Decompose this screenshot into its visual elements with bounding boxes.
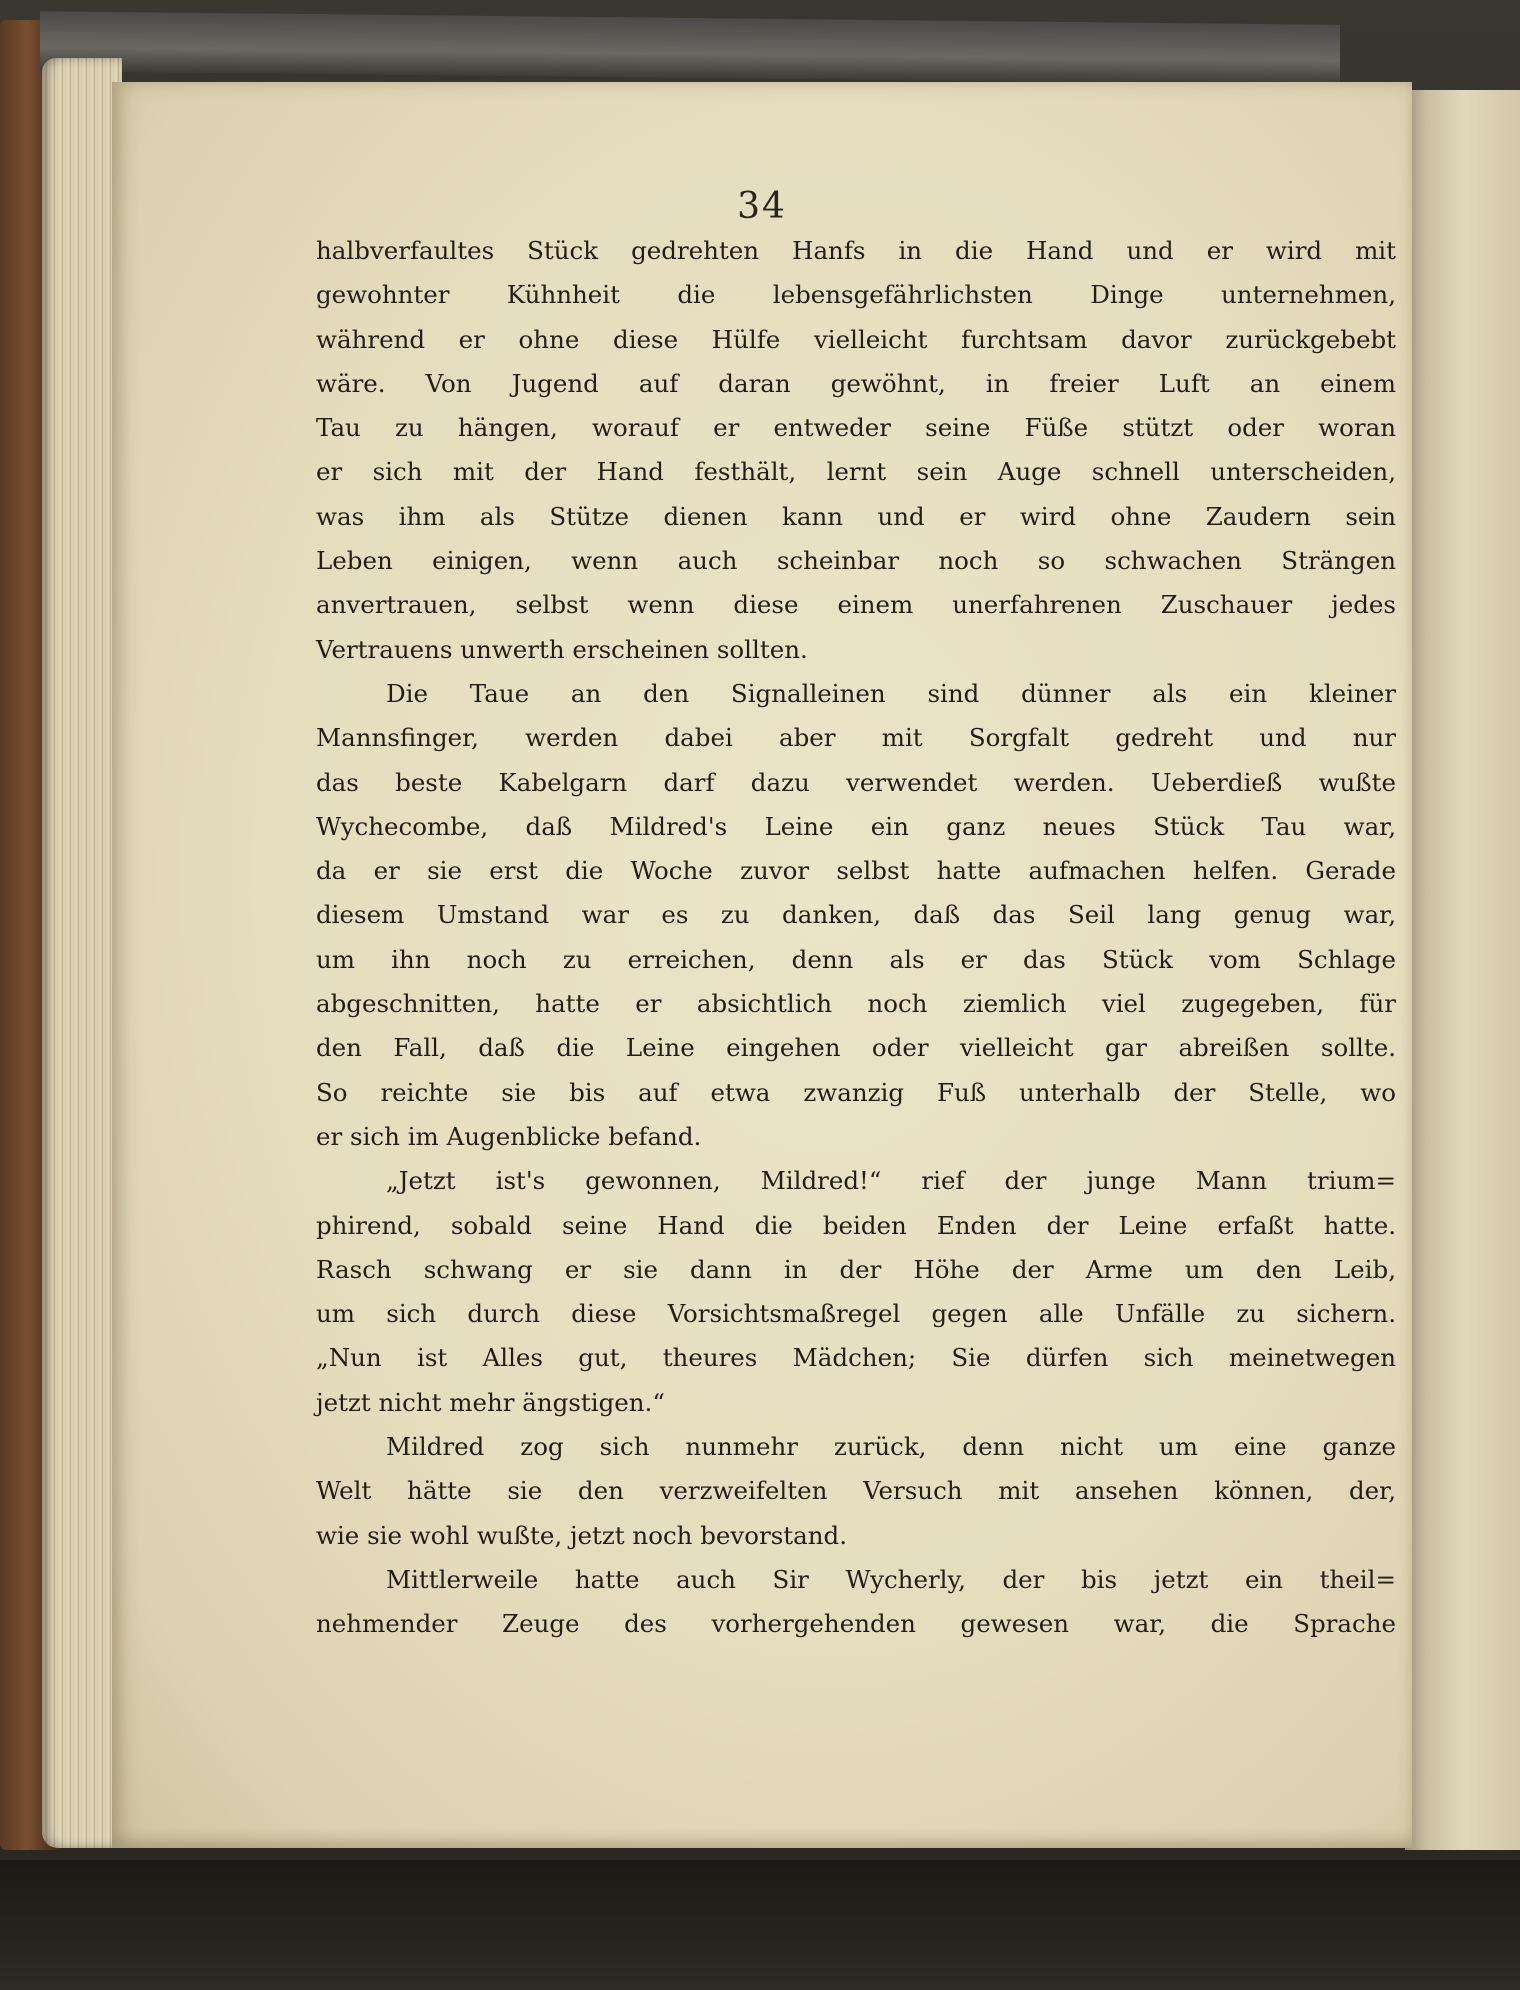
text-line: So reichte sie bis auf etwa zwanzig Fuß unterhalb der Stelle, wo xyxy=(316,1077,1396,1107)
text-line: „Jetzt ist's gewonnen, Mildred!“ rief der junge Mann trium= xyxy=(386,1166,1396,1196)
text-line: nehmender Zeuge des vorhergehenden gewesen war, die Sprache xyxy=(316,1609,1396,1639)
text-line: das beste Kabelgarn darf dazu verwendet werden. Ueberdieß wußte xyxy=(316,767,1396,797)
text-line: phirend, sobald seine Hand die beiden Enden der Leine erfaßt hatte. xyxy=(316,1210,1396,1240)
text-line: Mittlerweile hatte auch Sir Wycherly, der bis jetzt ein theil= xyxy=(386,1564,1396,1594)
text-line: wäre. Von Jugend auf daran gewöhnt, in freier Luft an einem xyxy=(316,368,1396,398)
text-line: anvertrauen, selbst wenn diese einem unerfahrenen Zuschauer jedes xyxy=(316,590,1396,620)
text-line: Tau zu hängen, worauf er entweder seine Füße stützt oder woran xyxy=(316,413,1396,443)
text-line: Mildred zog sich nunmehr zurück, denn nicht um eine ganze xyxy=(386,1432,1396,1462)
text-line: Welt hätte sie den verzweifelten Versuch mit ansehen können, der, xyxy=(316,1476,1396,1506)
text-line: jetzt nicht mehr ängstigen.“ xyxy=(316,1387,665,1417)
text-line: Vertrauens unwerth erscheinen sollten. xyxy=(316,634,808,664)
text-line: er sich im Augenblicke befand. xyxy=(316,1121,702,1151)
page-number: 34 xyxy=(737,186,787,227)
text-line: Die Taue an den Signalleinen sind dünner als ein kleiner xyxy=(386,678,1396,708)
text-line: er sich mit der Hand festhält, lernt sein Auge schnell unterscheiden, xyxy=(316,457,1396,487)
page-edges xyxy=(42,58,122,1848)
text-line: was ihm als Stütze dienen kann und er wird ohne Zaudern sein xyxy=(316,501,1396,531)
text-line: Rasch schwang er sie dann in der Höhe der Arme um den Leib, xyxy=(316,1254,1396,1284)
text-line: „Nun ist Alles gut, theures Mädchen; Sie dürfen sich meinetwegen xyxy=(316,1343,1396,1373)
text-line: um sich durch diese Vorsichtsmaßregel gegen alle Unfälle zu sichern. xyxy=(316,1299,1396,1329)
text-line: Leben einigen, wenn auch scheinbar noch so schwachen Strängen xyxy=(316,546,1396,576)
text-line: gewohnter Kühnheit die lebensgefährlichsten Dinge unternehmen, xyxy=(316,280,1396,310)
text-line: diesem Umstand war es zu danken, daß das Seil lang genug war, xyxy=(316,900,1396,930)
book-cover-bottom xyxy=(0,1860,1520,1990)
text-line: während er ohne diese Hülfe vielleicht furchtsam davor zurückgebebt xyxy=(316,324,1396,354)
text-line: Wychecombe, daß Mildred's Leine ein ganz neues Stück Tau war, xyxy=(316,811,1396,841)
text-line: wie sie wohl wußte, jetzt noch bevorstand. xyxy=(316,1520,848,1550)
book-page xyxy=(112,82,1412,1848)
text-line: abgeschnitten, hatte er absichtlich noch ziemlich viel zugegeben, für xyxy=(316,989,1396,1019)
text-line: um ihn noch zu erreichen, denn als er das Stück vom Schlage xyxy=(316,944,1396,974)
page-text xyxy=(316,229,1396,1647)
text-line: halbverfaultes Stück gedrehten Hanfs in die Hand und er wird mit xyxy=(316,236,1396,265)
facing-page-gutter xyxy=(1405,90,1520,1850)
text-line: den Fall, daß die Leine eingehen oder vielleicht gar abreißen sollte. xyxy=(316,1033,1396,1063)
text-line: Mannsfinger, werden dabei aber mit Sorgfalt gedreht und nur xyxy=(316,723,1396,753)
text-line: da er sie erst die Woche zuvor selbst hatte aufmachen helfen. Gerade xyxy=(316,856,1396,886)
